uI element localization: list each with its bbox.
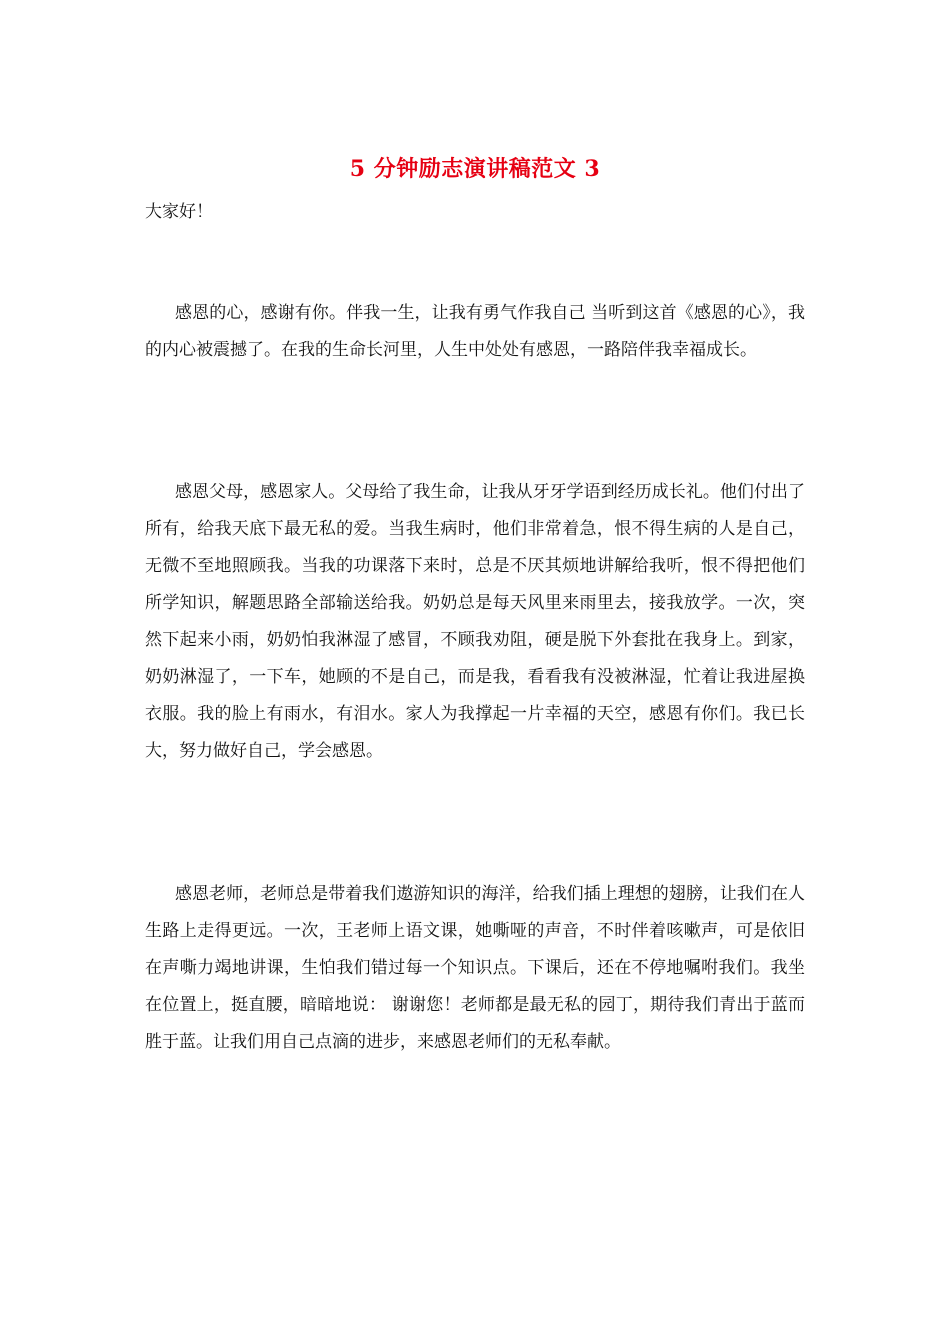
paragraph-gratitude-teachers: 感恩老师，老师总是带着我们遨游知识的海洋，给我们插上理想的翅膀，让我们在人生路上走得更远。一次，王老师上语文课，她嘶哑的声音，不时伴着咳嗽声，可是依旧在声嘶力竭地讲课，生怕我们错过每一个知识点。下课后，还在不停地嘱咐我们。我坐在位置上，挺直腰，暗暗地说： 谢谢您！老师都是最无私的园丁，期待我们青出于蓝而胜于蓝。让我们用自己点滴的进步，来感恩老师们的无私奉献。: [145, 884, 805, 1052]
paragraph-gratitude-heart: 感恩的心，感谢有你。伴我一生，让我有勇气作我自己 当听到这首《感恩的心》，我的内心被震撼了。在我的生命长河里，人生中处处有感恩，一路陪伴我幸福成长。: [145, 303, 805, 360]
paragraph-gratitude-parents: 感恩父母，感恩家人。父母给了我生命，让我从牙牙学语到经历成长礼。他们付出了所有，给我天底下最无私的爱。当我生病时，他们非常着急，恨不得生病的人是自己，无微不至地照顾我。当我的功课落下来时，总是不厌其烦地讲解给我听，恨不得把他们所学知识，解题思路全部输送给我。奶奶总是每天风里来雨里去，接我放学。一次，突然下起来小雨，奶奶怕我淋湿了感冒，不顾我劝阻，硬是脱下外套批在我身上。到家，奶奶淋湿了，一下车，她顾的不是自己，而是我，看看我有没被淋湿，忙着让我进屋换衣服。我的脸上有雨水，有泪水。家人为我撑起一片幸福的天空，感恩有你们。我已长大，努力做好自己，学会感恩。: [145, 482, 805, 761]
greeting-line: 大家好！: [145, 202, 213, 222]
document-title: 5 分钟励志演讲稿范文 3: [349, 156, 601, 182]
